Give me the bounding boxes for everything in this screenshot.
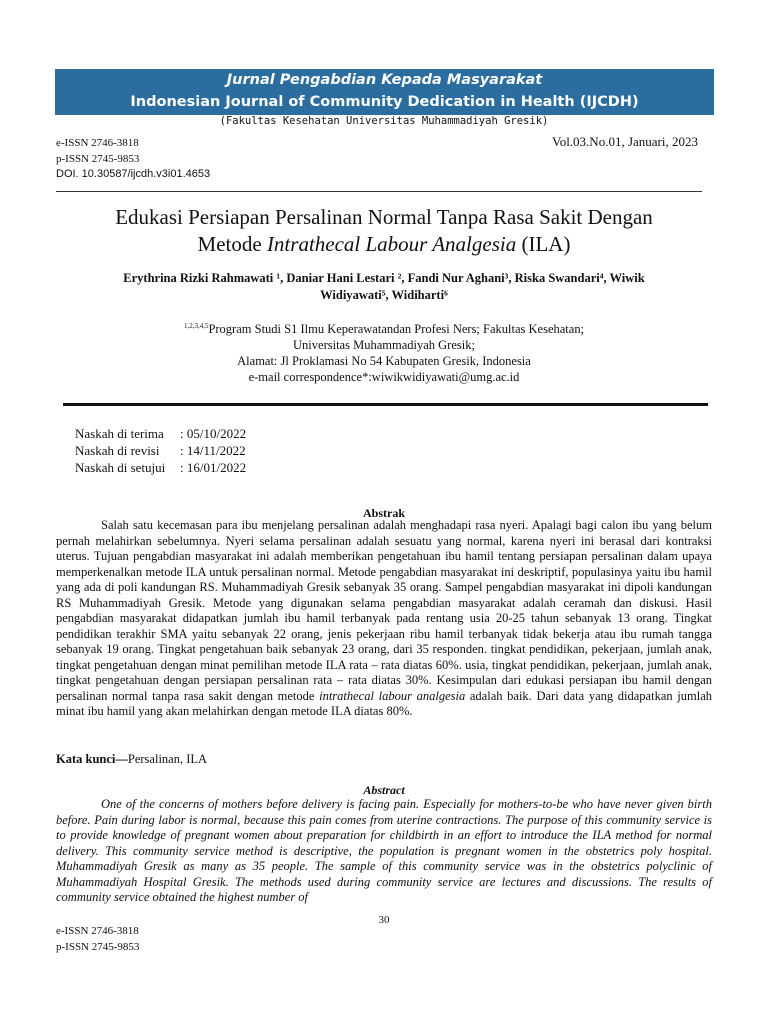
abstrak-heading: Abstrak xyxy=(362,506,405,520)
volume-issue: Vol.03.No.01, Januari, 2023 xyxy=(551,134,698,149)
page-number: 30 xyxy=(378,914,390,926)
correspondence-email: e-mail correspondence*:wiwikwidiyawati@umg.ac.id xyxy=(248,370,520,385)
pissn: p-ISSN 2745-9853 xyxy=(56,153,140,165)
affiliation: $^{1,2,3,4,5}$Program Studi S1 Ilmu Keperawatandan Profesi Ners; Fakultas Kesehatan; Universitas Muhammadiyah Gresik; Alamat: Jl Proklamasi No 54 Kabupaten Gresik, Indonesia e-mail correspondence*:wiwikwidiyawati@umg.ac.id xyxy=(60,318,708,385)
footer-eissn: e-ISSN 2746-3818 xyxy=(56,925,139,937)
manuscript-dates xyxy=(75,425,246,476)
date-row: Naskah di terima : 05/10/2022 xyxy=(75,426,247,441)
journal-name: Jurnal Pengabdian Kepada Masyarakat xyxy=(226,72,543,88)
faculty-line: (Fakultas Kesehatan Universitas Muhammadiyah Gresik) xyxy=(219,115,549,127)
journal-english-name: Indonesian Journal of Community Dedication in Health (IJCDH) xyxy=(130,94,639,110)
keywords: Kata kunci—Persalinan, ILA xyxy=(56,752,208,766)
eissn: e-ISSN 2746-3818 xyxy=(56,137,139,149)
article-title: Edukasi Persiapan Persalinan Normal Tanpa Rasa Sakit Dengan Metode Intrathecal Labour Analgesia (ILA) xyxy=(115,205,653,256)
header-divider xyxy=(56,191,702,192)
abstract-heading: Abstract xyxy=(363,783,405,797)
date-row: Naskah di setujui : 16/01/2022 xyxy=(75,460,247,475)
doi[interactable]: DOI. 10.30587/ijcdh.v3i01.4653 xyxy=(56,168,211,180)
title-divider xyxy=(63,403,708,406)
author-list: Erythrina Rizki Rahmawati ¹, Daniar Hani Lestari ², Fandi Nur Aghani³, Riska Swandari⁴, Wiwik Widiyawati⁵, Widiharti⁶ xyxy=(123,271,645,302)
footer-pissn: p-ISSN 2745-9853 xyxy=(56,941,140,953)
abstract-body: One of the concerns of mothers before delivery is facing pain. Especially for mothers-to-be who have never given birth before. Pain during labor is normal, because this pain comes from uterine contractions. The purpose of this community service is to provide knowledge of pregnant women about preparation for childbirth in an effort to introduce the ILA method for normal delivery. This community service method is descriptive, the population is pregnant women in the obstetrics poly hospital. Muhammadiyah Gresik as many as 35 people. The sample of this community service was in the obstetrics polyclinic of Muhammadiyah Hospital Gresik. The methods used during community service are lectures and discussions. The results of community service obtained the highest number of xyxy=(56,797,712,904)
abstrak-body: Salah satu kecemasan para ibu menjelang persalinan adalah menghadapi rasa nyeri. Apalagi bagi calon ibu yang belum pernah melahirkan sebelumnya. Nyeri selama persalinan adalah sesuatu yang normal, karena nyeri ini berasal dari kontraksi uterus. Tujuan pengabdian masyarakat ini adalah memberikan pengetahuan ibu hamil tentang persiapan persalinan dalam upaya memperkenalkan metode ILA untuk persalinan normal. Metode pengabdian masyarakat ini deskriptif, populasinya yaitu ibu hamil yang ada di poli kandungan RS. Muhammadiyah Gresik sebanyak 35 orang. Sampel pengabdian masyarakat ini dipoli kandungan RS Muhammadiyah Gresik. Metode yang digunakan selama pengabdian masyarakat adalah ceramah dan diskusi. Hasil pengabdian masyarakat didapatkan jumlah ibu hamil terbanyak pada rentang usia 20-25 tahun sebanyak 13 orang. Tingkat pendidikan terakhir SMA yaitu sebanyak 22 orang, jenis pekerjaan ribu hamil terbanyak tidak bekerja atau ibu rumah tangga sebanyak 19 orang. Tingkat pengetahuan baik sebanyak 23 orang, dari 35 responden. tingkat pendidikan, pekerjaan, jumlah anak, tingkat pengetahuan dengan minat pemilihan metode ILA rata – rata diatas 60%. usia, tingkat pendidikan, pekerjaan, jumlah anak, tingkat pengetahuan dengan persiapan persalinan rata – rata diatas 30%. Kesimpulan dari edukasi persiapan ibu hamil dengan persalinan normal tanpa rasa sakit dengan metode intrathecal labour analgesia adalah baik. Dari data yang didapatkan jumlah minat ibu hamil yang akan melahirkan dengan metode ILA diatas 80%. xyxy=(56,518,712,718)
date-row: Naskah di revisi : 14/11/2022 xyxy=(75,443,246,458)
journal-banner xyxy=(55,69,714,115)
